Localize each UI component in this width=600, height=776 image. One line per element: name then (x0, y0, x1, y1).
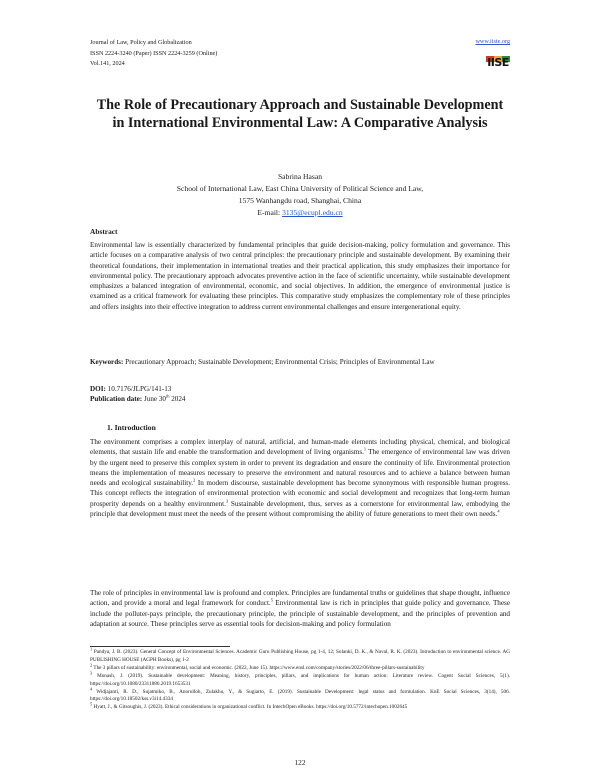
publication-day-suffix: th (165, 393, 170, 399)
publication-year: 2024 (171, 395, 186, 403)
footnote-4 (90, 685, 511, 705)
introduction-paragraph-2 (90, 588, 510, 629)
footnote-number: 4 (90, 685, 93, 691)
publication-date-line (90, 394, 185, 404)
footnote-ref-1[interactable]: 1 (363, 446, 367, 452)
author-address: 1575 Wanhangdu road, Shanghai, China (238, 196, 362, 205)
introduction-paragraph-1 (90, 437, 510, 519)
footnote-5 (90, 701, 510, 712)
footnote-number: 5 (90, 701, 93, 707)
iiste-logo (486, 49, 510, 71)
footnotes (90, 646, 511, 712)
doi-value: 10.7176/JLPG/141-13 (107, 385, 172, 393)
intro-p2-sentence-1: The role of principles in environmental law is profound and complex. Principles are fundamental truths or guidelines that shape thought, influence action, and provide a moral and legal framework for conduct. (90, 589, 510, 608)
footnote-text: Pandya, J. B. (2023). General Concept of Environmental Sciences. Academic Guru Publishing House, pg 1-4, 12; Solanki, D. K., & Naval, R. K. (2023). Introduction to environmental science. AG PUBLISHING HOUSE (AGPH Books), pg 1-2 (90, 649, 511, 663)
author-name: Sabrina Hasan (277, 172, 323, 181)
intro-p1-sentence-1: The environment comprises a complex interplay of natural, artificial, and human-made elements including physical, chemical, and biological elements, that sustain life and enable the transformation and development of living organisms. (90, 438, 510, 457)
footnote-3 (90, 669, 510, 689)
intro-p2-sentence-2: Environmental law is rich in principles that guide policy and governance. These include the polluter-pays principle, the precautionary principle, the principle of sustainable development, and the principles of prevention and adaptation at source. These principles serve as essential tools for decision-making and policy formulation (90, 599, 510, 628)
author-email-link[interactable]: 3135@ecupl.edu.cn (282, 208, 343, 217)
footnote-text: The 3 pillars of sustainability: environmental, social and economic. (2022, June 15). https://www.ensl.com/company/stories/2022/06/three-pillars-sustainability (93, 664, 425, 671)
author-block (90, 171, 510, 219)
footnote-text: Widjajanti, R. D., Sujatmiko, B., Anorulloh, Zulakhu, Y., & Sugiarto, E. (2019). Sustainable Development: legal status and formulation. KnE Social Sciences, 3(14), 506. https://doi.org/10.18502/kss.v3i14.4334 (90, 688, 511, 703)
footnote-ref-4[interactable]: 4 (497, 508, 500, 514)
journal-issn: ISSN 2224-3240 (Paper) ISSN 2224-3259 (Online) (90, 49, 218, 57)
journal-name: Journal of Law, Policy and Globalization (90, 39, 192, 46)
abstract-heading: Abstract (90, 227, 118, 236)
footnote-text: Monash, J. (2019). Sustainable development: Meaning, history, principles, pillars, and implications for human action: Literature review. Cogent Social Sciences, 5(1). https://doi.org/10.1080/23311886.2019.1653531 (90, 672, 510, 687)
page-number: 122 (294, 758, 306, 767)
intro-p1-sentence-3: In modern discourse, sustainable development has become synonymous with responsible human progress. This concept reflects the integration of environmental protection with economic and social development and recognizes that long-term human prosperity depends on a healthy environment. (90, 479, 510, 508)
journal-volume: Vol.141, 2024 (90, 60, 125, 67)
footnote-2 (90, 662, 510, 673)
doi-label: DOI: (90, 385, 106, 393)
footnote-ref-3[interactable]: 3 (225, 498, 229, 504)
abstract-text: Environmental law is essentially characterized by fundamental principles that guide decision-making, policy formulation and governance. This article focuses on a comparative analysis of two central principles: the precautionary principle and sustainable development. By examining their theoretical foundations, their implementation in international treaties and their practical application, this study emphasizes their importance for environmental policy. The precautionary approach advocates preventive action in the face of scientific uncertainty, while sustainable development emphasizes a balanced integration of environmental, economic, and social objectives. In addition, the emergence of environmental justice is examined as a critical framework for evaluating these principles. This comparative study emphasizes the complementary role of these principles and offers insights into their effective integration to address current environmental challenges and ensure intergenerational equity. (90, 241, 510, 311)
footnote-number: 1 (90, 646, 93, 652)
introduction-heading: 1. Introduction (107, 423, 156, 432)
footnote-number: 3 (90, 669, 93, 675)
journal-url-link[interactable]: www.iiste.org (475, 38, 510, 45)
footnote-ref-2[interactable]: 2 (193, 477, 196, 483)
author-affiliation: School of International Law, East China University of Political Science and Law, (176, 184, 424, 193)
keywords (90, 357, 510, 367)
footnote-ref-5[interactable]: 5 (270, 597, 273, 603)
paper-title: The Role of Precautionary Approach and Sustainable Development in International Environmental Law: A Comparative Analysis (96, 97, 504, 131)
keywords-text: Precautionary Approach; Sustainable Development; Environmental Crisis; Principles of Environmental Law (125, 358, 435, 366)
intro-p1-sentence-4: Sustainable development, thus, serves as a cornerstone for environmental law, embodying the principle that development must meet the needs of the present without compromising the ability of future generations to meet their own needs. (90, 499, 510, 519)
intro-p1-sentence-2: The emergence of environmental law was driven by the urgent need to preserve this complex system in order to prevent its degradation and ensure the continuity of life. Environmental protection means the implementation of measures necessary to preserve the environment and natural resources and to achieve a balance between human needs and ecological sustainability. (90, 448, 511, 488)
email-label: E-mail: (257, 208, 281, 217)
doi-line (90, 384, 171, 394)
footnote-divider (90, 646, 230, 647)
logo-color-bar (486, 49, 510, 56)
publication-date-label: Publication date: (90, 395, 143, 403)
logo-text: IISE (487, 56, 509, 69)
journal-header (90, 38, 217, 70)
journal-header-right (450, 38, 510, 76)
author-email-line (90, 207, 510, 219)
publication-day: June 30 (143, 395, 166, 403)
footnote-text: Hyatt, J., & Gitsoughis, J. (2023). Ethical considerations in organizational conflict. In IntechOpen eBooks. https://doi.org/10.5772/intechopen.1002645 (93, 704, 408, 711)
footnote-number: 2 (90, 662, 93, 668)
keywords-label: Keywords: (90, 358, 124, 366)
